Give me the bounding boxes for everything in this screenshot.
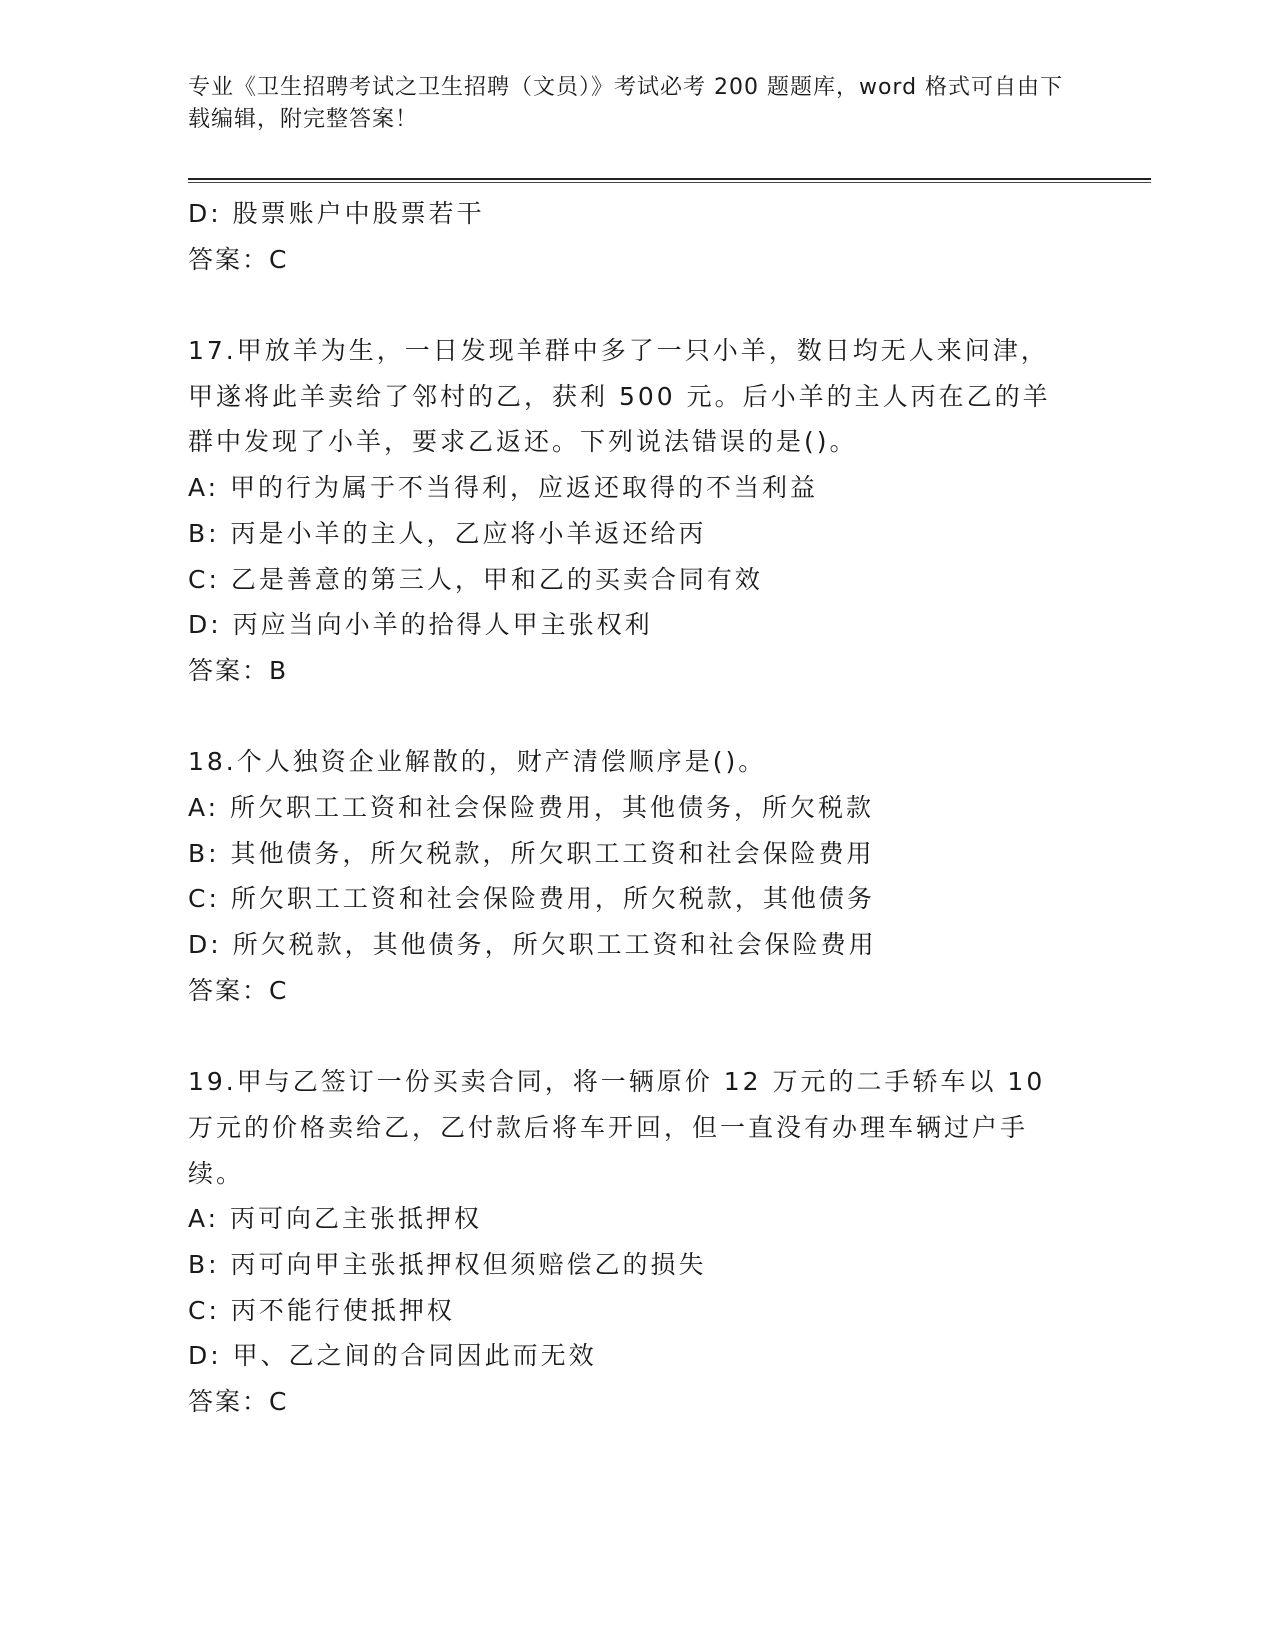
question-stem: 18.个人独资企业解散的，财产清偿顺序是()。 <box>188 747 767 777</box>
option-c: C: 乙是善意的第三人，甲和乙的买卖合同有效 <box>188 564 763 594</box>
option-a: A: 甲的行为属于不当得利，应返还取得的不当利益 <box>188 473 819 503</box>
answer-line <box>188 237 1088 283</box>
answer-line <box>188 648 1088 694</box>
answer-line <box>188 968 1088 1014</box>
spacer <box>188 694 1088 740</box>
spacer <box>188 282 1088 328</box>
answer-label: 答案： <box>188 1386 270 1416</box>
header-divider-thin <box>188 182 1151 183</box>
question-17 <box>188 328 1088 694</box>
option-d: D: 所欠税款，其他债务，所欠职工工资和社会保险费用 <box>188 930 877 960</box>
answer-value: B <box>269 655 287 685</box>
option-d: D: 丙应当向小羊的拾得人甲主张权利 <box>188 610 653 640</box>
option-c: C: 所欠职工工资和社会保险费用，所欠税款，其他债务 <box>188 884 875 914</box>
option-b: B: 其他债务，所欠税款，所欠职工工资和社会保险费用 <box>188 838 875 868</box>
answer-label: 答案： <box>188 244 270 274</box>
option-a: A: 所欠职工工资和社会保险费用，其他债务，所欠税款 <box>188 793 875 822</box>
question-19 <box>188 1059 1088 1425</box>
option-d: D: 股票账户中股票若干 <box>188 199 485 228</box>
answer-label: 答案： <box>188 975 270 1005</box>
question-18 <box>188 739 1088 1013</box>
header-divider-thick <box>188 178 1151 180</box>
previous-question-tail <box>188 191 1088 282</box>
question-stem: 19.甲与乙签订一份买卖合同，将一辆原价 12 万元的二手轿车以 10 万元的价格卖给乙，乙付款后将车开回，但一直没有办理车辆过户手续。 <box>188 1067 1046 1188</box>
option-c: C: 丙不能行使抵押权 <box>188 1295 455 1325</box>
option-b: B: 丙是小羊的主人，乙应将小羊返还给丙 <box>188 518 707 548</box>
document-header-text: 专业《卫生招聘考试之卫生招聘（文员）》考试必考 200 题题库，word 格式可自由下载编辑，附完整答案！ <box>188 75 1064 132</box>
option-a: A: 丙可向乙主张抵押权 <box>188 1204 483 1234</box>
answer-value: C <box>269 975 287 1005</box>
answer-value: C <box>269 1386 287 1416</box>
answer-value: C <box>269 244 287 274</box>
spacer <box>188 1013 1088 1059</box>
question-stem: 17.甲放羊为生，一日发现羊群中多了一只小羊，数日均无人来问津，甲遂将此羊卖给了邻村的乙，获利 500 元。后小羊的主人丙在乙的羊群中发现了小羊，要求乙返还。下列说法错误的是()。 <box>188 336 1051 457</box>
answer-line <box>188 1379 1088 1425</box>
option-d: D: 甲、乙之间的合同因此而无效 <box>188 1341 597 1371</box>
question-content <box>188 191 1088 1425</box>
option-b: B: 丙可向甲主张抵押权但须赔偿乙的损失 <box>188 1249 707 1279</box>
answer-label: 答案： <box>188 655 270 685</box>
